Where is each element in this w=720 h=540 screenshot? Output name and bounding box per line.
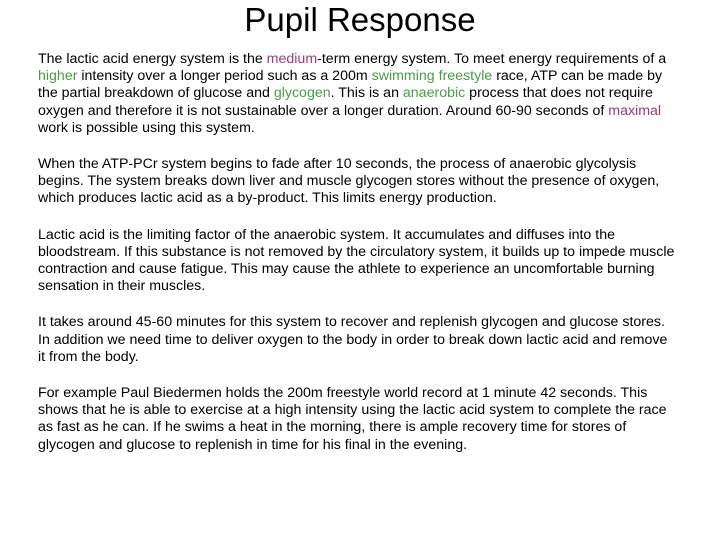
text-segment: Lactic acid is the limiting factor of the anaerobic system. It accumulates and diffuses into the bloodstream. If this substance is not removed by the circulatory system, it builds up to impede muscle contraction and cause fatigue. This may cause the athlete to experience an uncomfortable burning sensation in their muscles. xyxy=(38,226,675,295)
text-segment: For example Paul Biedermen holds the 200m freestyle world record at 1 minute 42 seconds. This shows that he is able to exercise at a high intensity using the lactic acid system to complete the race as fast as he can. If he swims a heat in the morning, there is ample recovery time for stores of glycogen and glucose to replenish in time for his final in the evening. xyxy=(38,385,667,453)
paragraph-3 xyxy=(38,227,678,296)
highlight-magenta-term: medium xyxy=(266,51,318,67)
text-segment: . This is an xyxy=(330,85,403,102)
highlight-magenta-term: maximal xyxy=(608,102,662,119)
text-segment: intensity over a longer period such as a 200m xyxy=(77,68,372,85)
paragraph-4 xyxy=(38,314,678,366)
text-segment: -term energy system. To meet energy requirements of a xyxy=(317,51,667,67)
highlight-green-term: anaerobic xyxy=(402,85,466,102)
text-segment: When the ATP-PCr system begins to fade after 10 seconds, the process of anaerobic glycolysis begins. The system breaks down liver and muscle glycogen stores without the presence of oxygen, which produces lactic acid as a by-product. This limits energy production. xyxy=(38,156,660,207)
highlight-green-term: higher xyxy=(38,68,78,85)
paragraph-5 xyxy=(38,385,678,454)
text-segment: work is possible using this system. xyxy=(38,119,255,136)
paragraph-1 xyxy=(38,51,678,137)
body-text xyxy=(38,51,678,473)
text-segment: The lactic acid energy system is the xyxy=(38,51,267,67)
text-segment: It takes around 45-60 minutes for this system to recover and replenish glycogen and glucose stores. In addition we need time to deliver oxygen to the body in order to break down lactic acid and remove it from the body. xyxy=(38,314,668,365)
page-title: Pupil Response xyxy=(244,1,476,38)
paragraph-2 xyxy=(38,156,678,208)
text-segment: race, ATP can be made by the partial breakdown of glucose and xyxy=(38,68,663,102)
highlight-green-term: swimming freestyle xyxy=(371,68,493,85)
highlight-green-term: glycogen xyxy=(273,85,331,102)
text-segment: process that does not require oxygen and therefore it is not sustainable over a longer duration. Around 60-90 seconds of xyxy=(38,85,653,119)
